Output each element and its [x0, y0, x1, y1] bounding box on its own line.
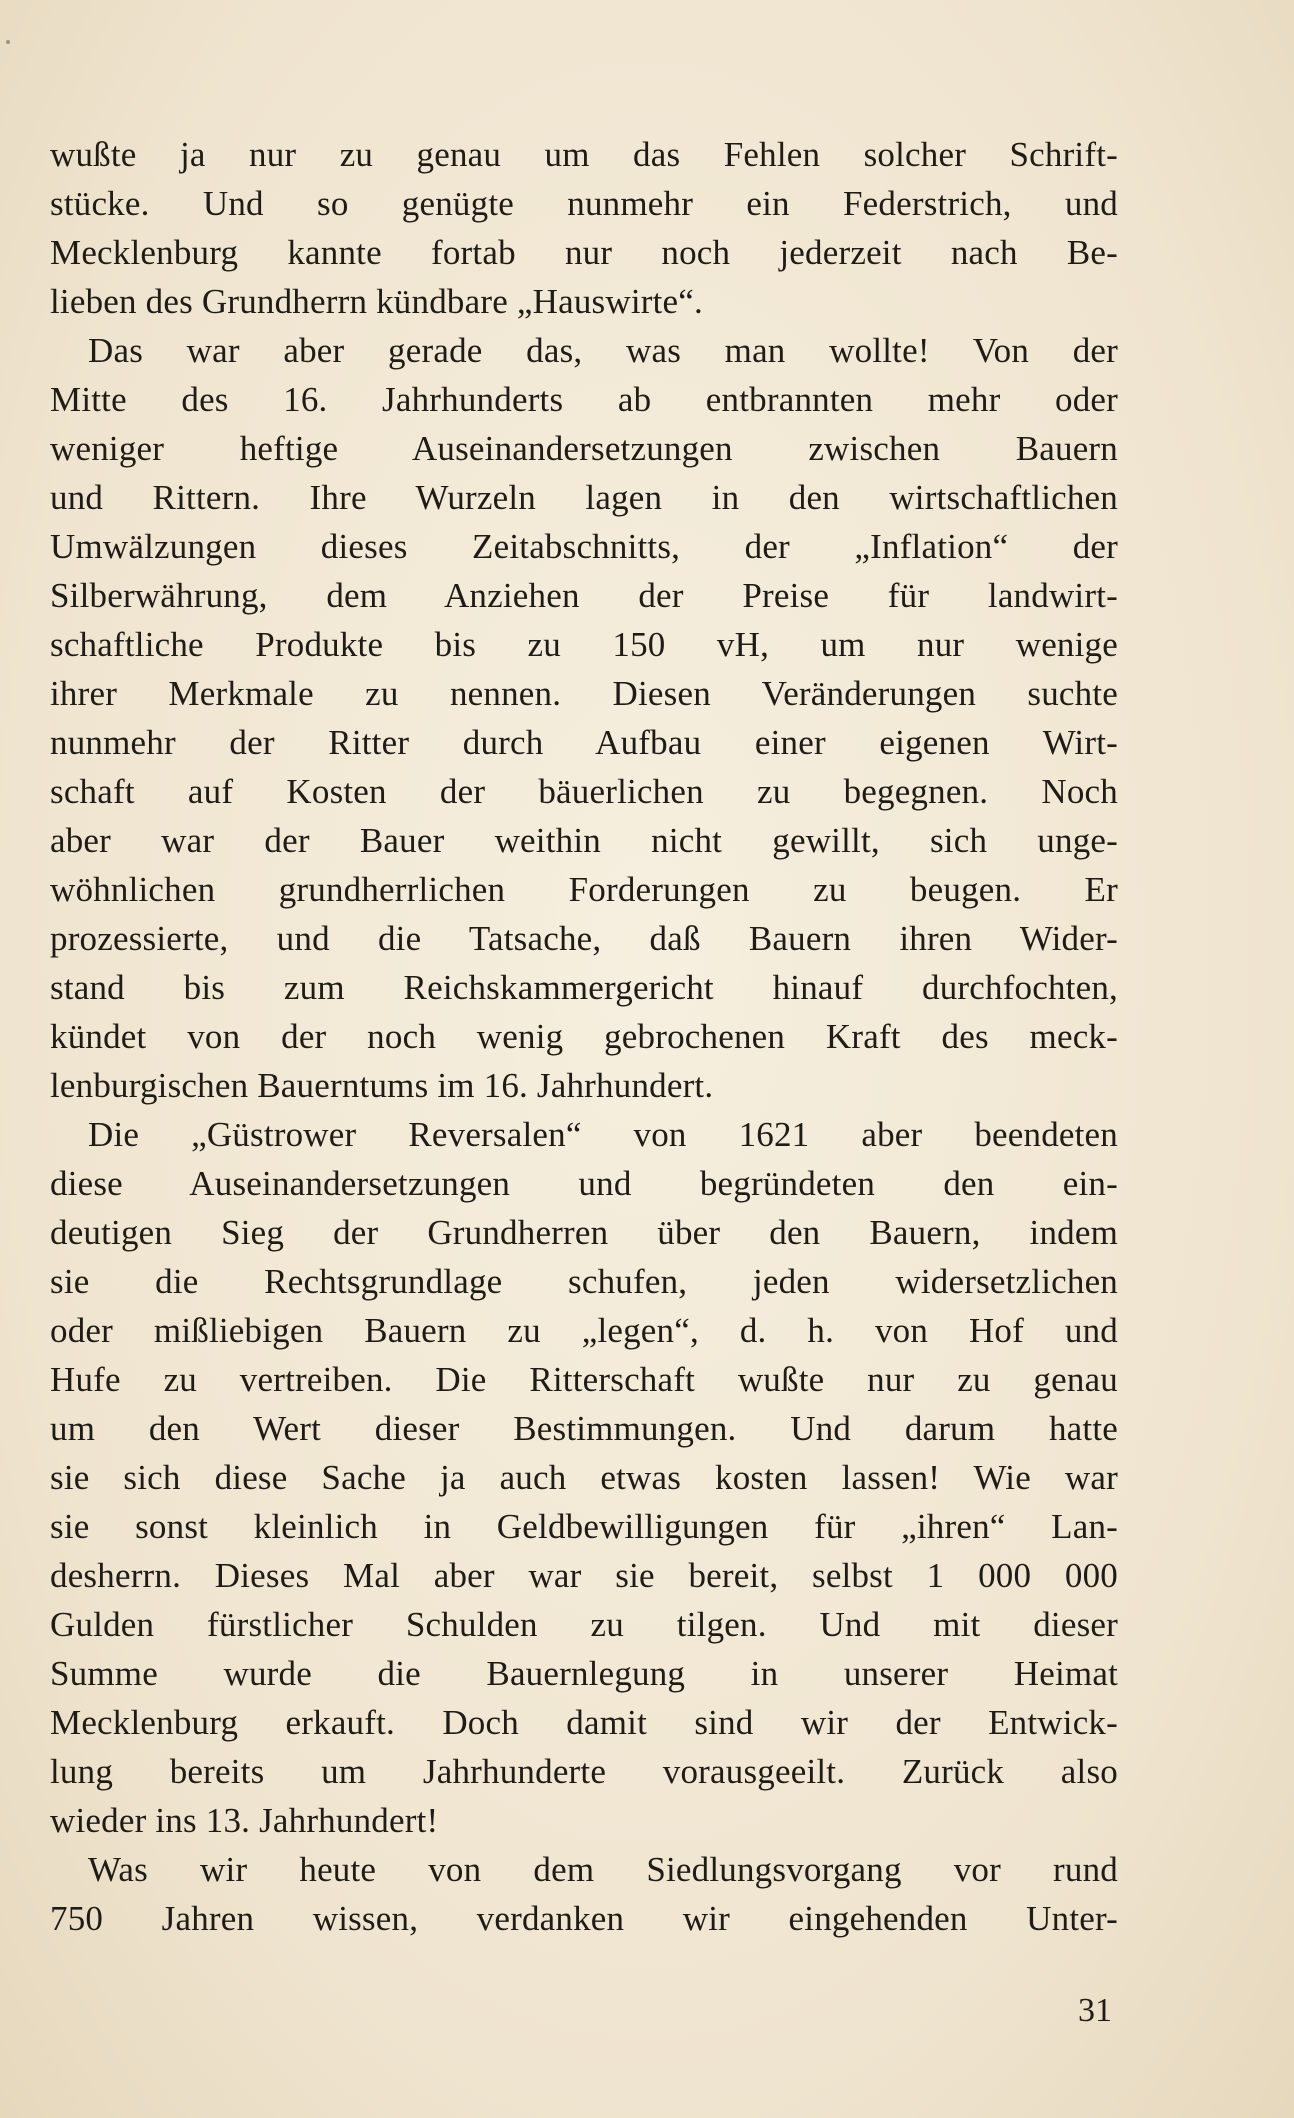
text-line: aber war der Bauer weithin nicht gewillt, sich unge-: [50, 821, 1118, 860]
paragraph: [50, 130, 1118, 326]
text-line: kündet von der noch wenig gebrochenen Kraft des meck-: [50, 1017, 1118, 1056]
text-line: nunmehr der Ritter durch Aufbau einer eigenen Wirt-: [50, 723, 1118, 762]
text-line: Mecklenburg erkauft. Doch damit sind wir der Entwick-: [50, 1703, 1118, 1742]
text-line: Hufe zu vertreiben. Die Ritterschaft wußte nur zu genau: [50, 1360, 1118, 1399]
text-line: ihrer Merkmale zu nennen. Diesen Veränderungen suchte: [50, 674, 1118, 713]
text-line: Gulden fürstlicher Schulden zu tilgen. Und mit dieser: [50, 1605, 1118, 1644]
text-line: Die „Güstrower Reversalen“ von 1621 aber beendeten: [88, 1115, 1118, 1154]
text-line: sie sich diese Sache ja auch etwas kosten lassen! Wie war: [50, 1458, 1118, 1497]
text-line: lieben des Grundherrn kündbare „Hauswirte“.: [50, 282, 703, 321]
text-line: desherrn. Dieses Mal aber war sie bereit, selbst 1 000 000: [50, 1556, 1118, 1595]
text-line: Mitte des 16. Jahrhunderts ab entbrannten mehr oder: [50, 380, 1118, 419]
text-line: diese Auseinandersetzungen und begründeten den ein-: [50, 1164, 1118, 1203]
text-line: Was wir heute von dem Siedlungsvorgang vor rund: [88, 1850, 1118, 1889]
book-page-text: [50, 130, 1118, 1943]
text-line: und Rittern. Ihre Wurzeln lagen in den wirtschaftlichen: [50, 478, 1118, 517]
text-line: sie sonst kleinlich in Geldbewilligungen für „ihren“ Lan-: [50, 1507, 1118, 1546]
text-line: lenburgischen Bauerntums im 16. Jahrhundert.: [50, 1066, 714, 1105]
page-number: 31: [1078, 1992, 1112, 2029]
text-line: wußte ja nur zu genau um das Fehlen solcher Schrift-: [50, 135, 1118, 174]
text-line: oder mißliebigen Bauern zu „legen“, d. h. von Hof und: [50, 1311, 1118, 1350]
text-line: lung bereits um Jahrhunderte vorausgeeilt. Zurück also: [50, 1752, 1118, 1791]
text-line: prozessierte, und die Tatsache, daß Bauern ihren Wider-: [50, 919, 1118, 958]
text-line: weniger heftige Auseinandersetzungen zwischen Bauern: [50, 429, 1118, 468]
text-line: sie die Rechtsgrundlage schufen, jeden widersetzlichen: [50, 1262, 1118, 1301]
text-line: 750 Jahren wissen, verdanken wir eingehenden Unter-: [50, 1899, 1118, 1938]
text-line: Summe wurde die Bauernlegung in unserer Heimat: [50, 1654, 1118, 1693]
text-line: Silberwährung, dem Anziehen der Preise für landwirt-: [50, 576, 1118, 615]
text-line: schaft auf Kosten der bäuerlichen zu begegnen. Noch: [50, 772, 1118, 811]
text-line: wöhnlichen grundherrlichen Forderungen zu beugen. Er: [50, 870, 1118, 909]
paper-speck: [6, 40, 10, 44]
paragraph: [50, 326, 1118, 1110]
paragraph: [50, 1845, 1118, 1943]
text-line: wieder ins 13. Jahrhundert!: [50, 1801, 439, 1840]
text-line: stand bis zum Reichskammergericht hinauf durchfochten,: [50, 968, 1118, 1007]
text-line: um den Wert dieser Bestimmungen. Und darum hatte: [50, 1409, 1118, 1448]
text-line: Umwälzungen dieses Zeitabschnitts, der „Inflation“ der: [50, 527, 1118, 566]
paragraph: [50, 1110, 1118, 1845]
text-line: Das war aber gerade das, was man wollte! Von der: [88, 331, 1118, 370]
text-line: Mecklenburg kannte fortab nur noch jederzeit nach Be-: [50, 233, 1118, 272]
text-line: schaftliche Produkte bis zu 150 vH, um nur wenige: [50, 625, 1118, 664]
text-line: stücke. Und so genügte nunmehr ein Federstrich, und: [50, 184, 1118, 223]
text-line: deutigen Sieg der Grundherren über den Bauern, indem: [50, 1213, 1118, 1252]
